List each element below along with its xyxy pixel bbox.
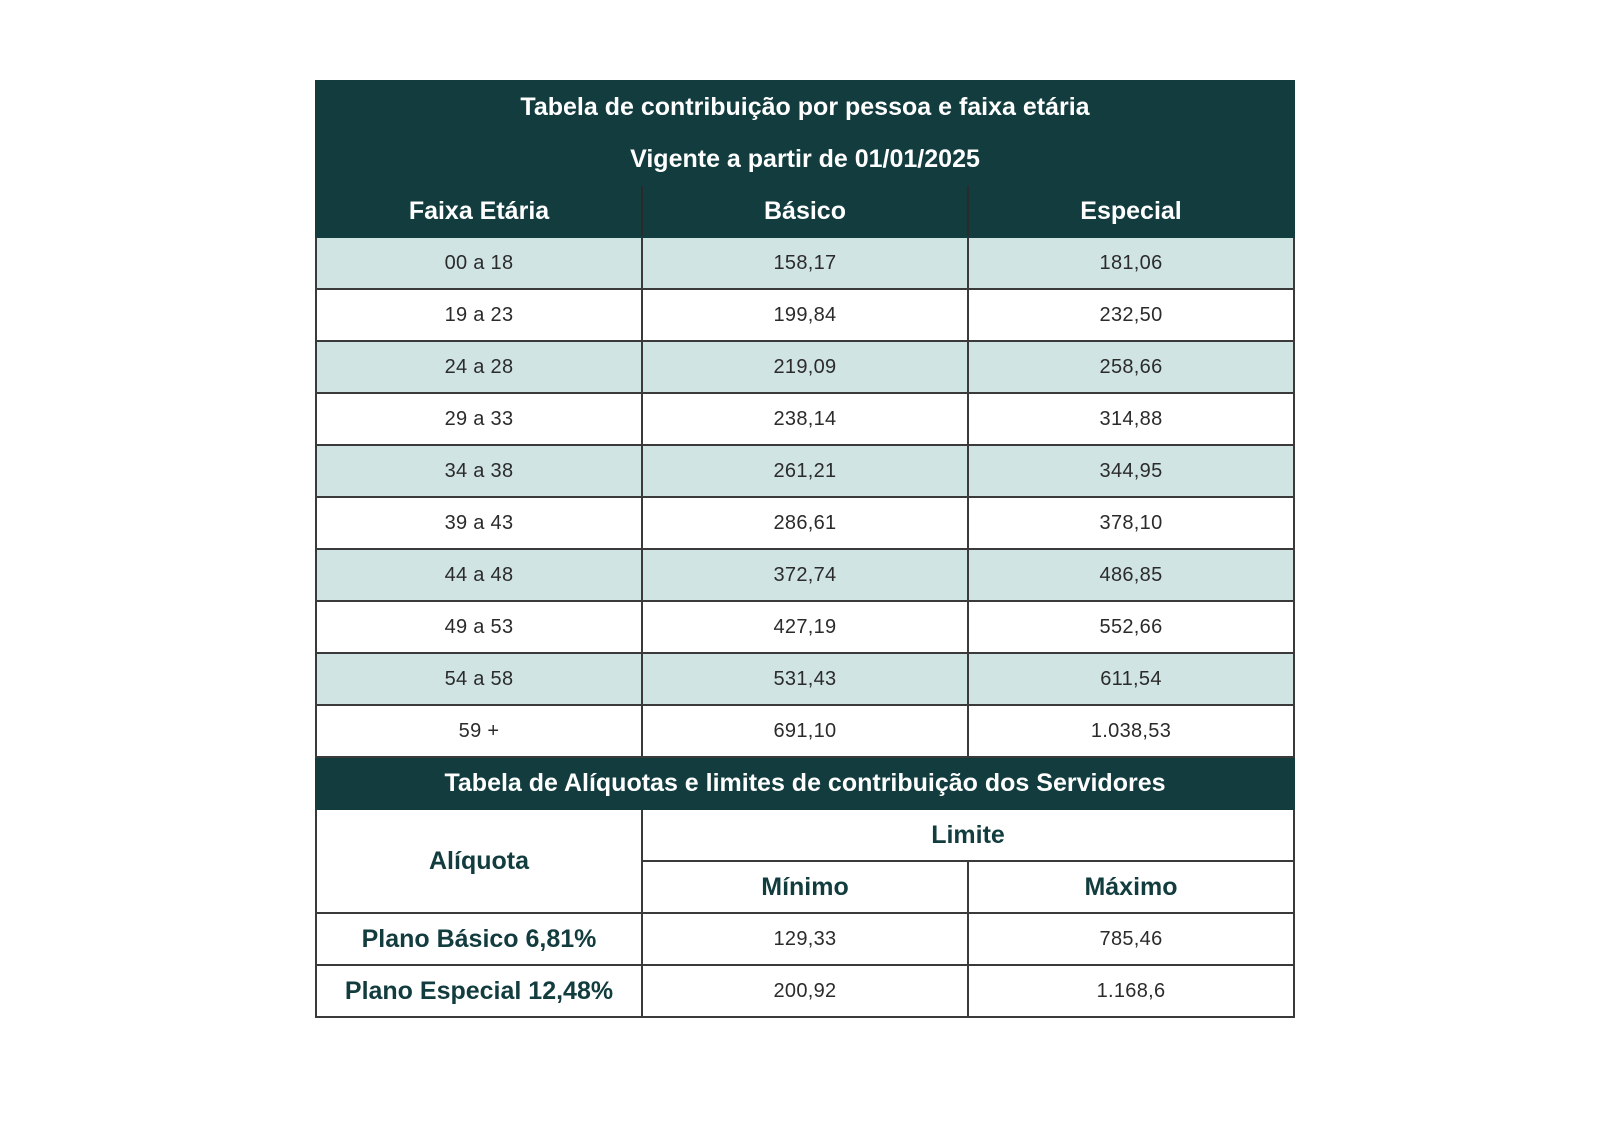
column-header-row [316, 185, 1294, 237]
cell-especial: 232,50 [968, 289, 1294, 341]
cell-minimo: 200,92 [642, 965, 968, 1017]
table-row [316, 237, 1294, 289]
plan-label: Plano Especial 12,48% [316, 965, 642, 1017]
cell-faixa: 49 a 53 [316, 601, 642, 653]
cell-faixa: 24 a 28 [316, 341, 642, 393]
table-row [316, 913, 1294, 965]
cell-maximo: 785,46 [968, 913, 1294, 965]
cell-maximo: 1.168,6 [968, 965, 1294, 1017]
cell-especial: 344,95 [968, 445, 1294, 497]
column-header-especial: Especial [968, 185, 1294, 237]
cell-basico: 199,84 [642, 289, 968, 341]
table-row [316, 393, 1294, 445]
cell-basico: 238,14 [642, 393, 968, 445]
table-row [316, 549, 1294, 601]
cell-especial: 486,85 [968, 549, 1294, 601]
aliquota-header: Alíquota [316, 809, 642, 913]
cell-basico: 158,17 [642, 237, 968, 289]
column-header-basico: Básico [642, 185, 968, 237]
aliquota-title-row [316, 757, 1294, 809]
cell-faixa: 44 a 48 [316, 549, 642, 601]
cell-basico: 219,09 [642, 341, 968, 393]
table-subtitle-row [316, 133, 1294, 185]
cell-faixa: 54 a 58 [316, 653, 642, 705]
cell-basico: 691,10 [642, 705, 968, 757]
aliquota-header-row [316, 809, 1294, 861]
cell-basico: 261,21 [642, 445, 968, 497]
table-row [316, 497, 1294, 549]
cell-basico: 531,43 [642, 653, 968, 705]
cell-basico: 372,74 [642, 549, 968, 601]
table-row [316, 965, 1294, 1017]
table-subtitle: Vigente a partir de 01/01/2025 [316, 133, 1294, 185]
cell-especial: 314,88 [968, 393, 1294, 445]
cell-especial: 181,06 [968, 237, 1294, 289]
plan-label: Plano Básico 6,81% [316, 913, 642, 965]
table-row [316, 289, 1294, 341]
table-row [316, 705, 1294, 757]
cell-especial: 1.038,53 [968, 705, 1294, 757]
minimo-header: Mínimo [642, 861, 968, 913]
table-row [316, 445, 1294, 497]
contribution-tables [315, 80, 1293, 1018]
table-row [316, 653, 1294, 705]
table-title-row [316, 81, 1294, 133]
aliquota-table-title: Tabela de Alíquotas e limites de contribuição dos Servidores [316, 757, 1294, 809]
cell-faixa: 00 a 18 [316, 237, 642, 289]
limite-header: Limite [642, 809, 1294, 861]
cell-especial: 611,54 [968, 653, 1294, 705]
cell-basico: 427,19 [642, 601, 968, 653]
table-title: Tabela de contribuição por pessoa e faixa etária [316, 81, 1294, 133]
cell-faixa: 39 a 43 [316, 497, 642, 549]
maximo-header: Máximo [968, 861, 1294, 913]
column-header-faixa: Faixa Etária [316, 185, 642, 237]
cell-faixa: 29 a 33 [316, 393, 642, 445]
table-row [316, 341, 1294, 393]
cell-especial: 258,66 [968, 341, 1294, 393]
cell-basico: 286,61 [642, 497, 968, 549]
cell-faixa: 34 a 38 [316, 445, 642, 497]
table-row [316, 601, 1294, 653]
cell-especial: 552,66 [968, 601, 1294, 653]
cell-faixa: 19 a 23 [316, 289, 642, 341]
contribution-table [315, 80, 1295, 1018]
cell-especial: 378,10 [968, 497, 1294, 549]
cell-faixa: 59 + [316, 705, 642, 757]
cell-minimo: 129,33 [642, 913, 968, 965]
